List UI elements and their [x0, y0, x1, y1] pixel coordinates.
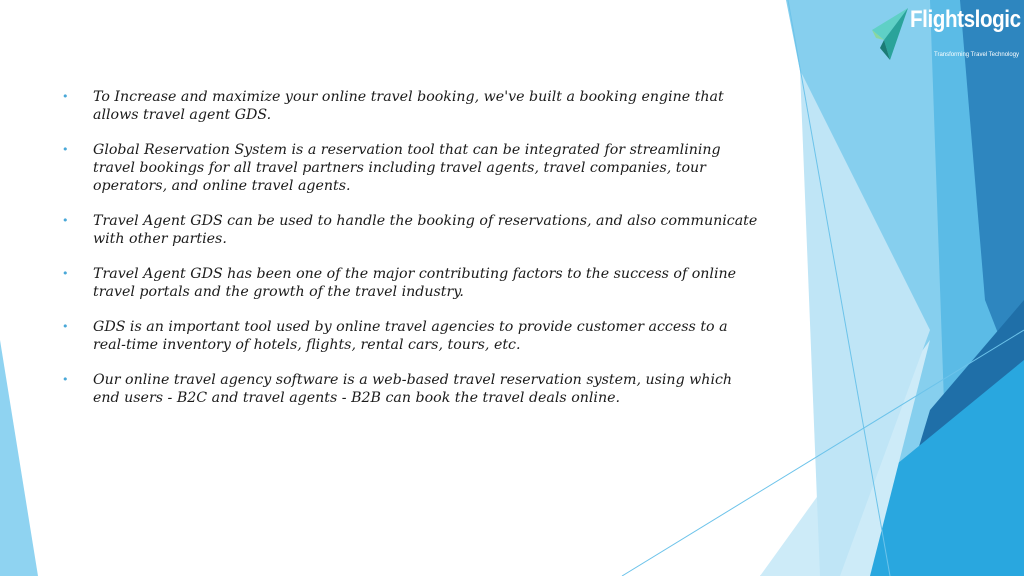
logo-name: Flightslogic	[910, 6, 1021, 33]
bullet-text: Our online travel agency software is a web-based travel reservation system, using which end users - B2C and travel agents - B2B can book the travel deals online.	[93, 372, 733, 406]
bullet-item	[60, 88, 760, 124]
bullet-text: Travel Agent GDS has been one of the major contributing factors to the success of online travel portals and the growth of the travel industry.	[93, 266, 737, 300]
bullet-item	[60, 371, 760, 407]
left-accent-shape	[0, 340, 38, 576]
bullet-item	[60, 212, 760, 248]
bullet-list	[60, 88, 760, 424]
bullet-marker: •	[62, 373, 69, 386]
company-logo	[870, 6, 1020, 64]
bullet-marker: •	[62, 90, 69, 103]
bullet-marker: •	[62, 143, 69, 156]
bullet-marker: •	[62, 320, 69, 333]
logo-tagline: Transforming Travel Technology	[934, 52, 1020, 58]
bullet-marker: •	[62, 214, 69, 227]
bullet-text: To Increase and maximize your online travel booking, we've built a booking engine that allows travel agent GDS.	[93, 89, 724, 123]
bullet-item	[60, 265, 760, 301]
bullet-text: GDS is an important tool used by online travel agencies to provide customer access to a real-time inventory of hotels, flights, rental cars, tours, etc.	[93, 319, 728, 353]
bullet-marker: •	[62, 267, 69, 280]
paper-plane-icon	[870, 8, 908, 62]
bullet-item	[60, 318, 760, 354]
bullet-item	[60, 141, 760, 195]
bullet-text: Travel Agent GDS can be used to handle the booking of reservations, and also communicate with other parties.	[93, 213, 758, 247]
bullet-text: Global Reservation System is a reservation tool that can be integrated for streamlining travel bookings for all travel partners including travel agents, travel companies, tour operators, and online travel agents.	[93, 142, 721, 194]
